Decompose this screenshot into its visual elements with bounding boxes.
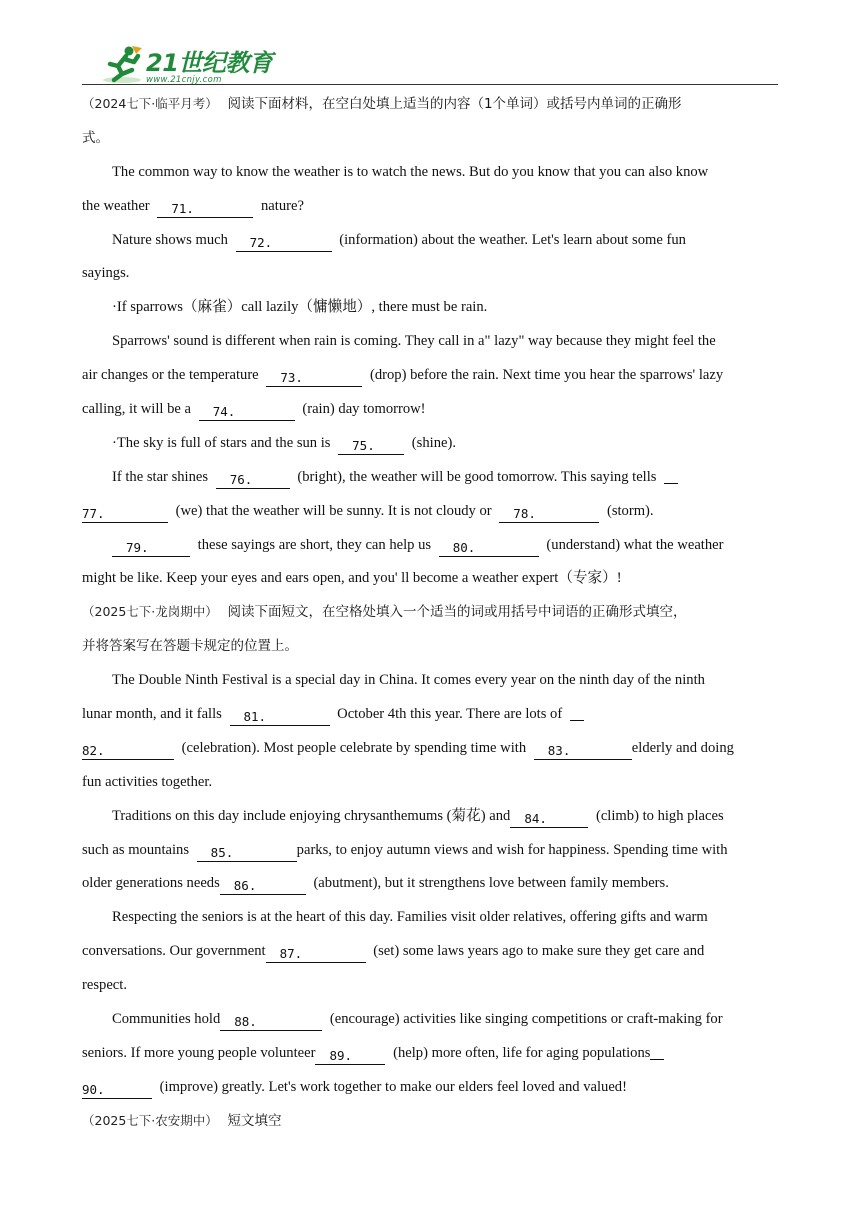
paragraph-text: elderly and doing — [631, 739, 734, 756]
answer-blank-82-start[interactable] — [570, 702, 584, 721]
paragraph-line — [82, 255, 780, 289]
paragraph-text: might be like. Keep your eyes and ears open, and you' ll become a weather expert（专家）! — [82, 570, 622, 587]
paragraph-text: (improve) greatly. Let's work together to make our elders feel loved and valued! — [159, 1078, 627, 1095]
section1-source: （2024七下·临平月考） — [82, 96, 218, 111]
answer-blank-88[interactable] — [220, 1012, 322, 1031]
paragraph-line — [82, 459, 780, 493]
answer-blank-84[interactable] — [510, 809, 588, 828]
paragraph-line — [82, 527, 780, 561]
answer-blank-77-start[interactable] — [664, 465, 678, 484]
paragraph-line — [82, 560, 780, 594]
blank-number: 72. — [249, 234, 273, 250]
section1-instruction-line2 — [82, 120, 780, 154]
blank-number: 86. — [233, 878, 257, 894]
paragraph-text: Nature shows much — [112, 231, 228, 248]
paragraph-line — [82, 933, 780, 967]
blank-number: 81. — [243, 709, 267, 725]
paragraph-text: seniors. If more young people volunteer — [82, 1044, 316, 1061]
paragraph-line — [82, 967, 780, 1001]
blank-number: 80. — [452, 539, 476, 555]
paragraph-text: (drop) before the rain. Next time you hear the sparrows' lazy — [369, 367, 724, 384]
blank-number: 79. — [126, 539, 149, 555]
paragraph-text: sayings. — [82, 265, 130, 282]
paragraph-text: (we) that the weather will be sunny. It is not cloudy or — [175, 502, 492, 519]
paragraph-line — [82, 357, 780, 391]
blank-number: 87. — [279, 946, 303, 962]
paragraph-line — [82, 730, 780, 764]
answer-blank-87[interactable] — [266, 944, 366, 963]
blank-number: 83. — [547, 742, 571, 758]
answer-blank-82[interactable] — [82, 741, 174, 760]
paragraph-text: (abutment), but it strengthens love between family members. — [313, 875, 669, 892]
section2-instruction-line1 — [82, 594, 780, 628]
paragraph-text: (shine). — [411, 434, 456, 451]
answer-blank-78[interactable] — [499, 504, 599, 523]
paragraph-text: (encourage) activities like singing competitions or craft-making for — [329, 1011, 723, 1028]
answer-blank-76[interactable] — [216, 470, 290, 489]
paragraph-text: nature? — [260, 197, 304, 214]
paragraph-text: Sparrows' sound is different when rain is coming. They call in a" lazy" way because they might feel the — [112, 333, 716, 350]
paragraph-text: (climb) to high places — [595, 807, 724, 824]
section1-instruction: 阅读下面材料，在空白处填上适当的内容（1个单词）或括号内单词的正确形 — [227, 96, 682, 112]
section1-instruction-end: 式。 — [82, 129, 109, 146]
paragraph-text: (set) some laws years ago to make sure they get care and — [373, 943, 705, 960]
section1-instruction-line1 — [82, 86, 780, 120]
paragraph-line — [82, 899, 780, 933]
paragraph-text: (rain) day tomorrow! — [302, 401, 426, 418]
paragraph-text: The Double Ninth Festival is a special day in China. It comes every year on the ninth day of the ninth — [112, 672, 705, 689]
answer-blank-75[interactable] — [338, 436, 404, 455]
paragraph-text: lunar month, and it falls — [82, 706, 222, 723]
answer-blank-77[interactable] — [82, 504, 168, 523]
blank-number: 84. — [524, 810, 547, 826]
paragraph-line — [82, 425, 780, 459]
answer-blank-80[interactable] — [439, 538, 539, 557]
paragraph-text: (help) more often, life for aging populations — [393, 1044, 651, 1061]
paragraph-text: parks, to enjoy autumn views and wish for happiness. Spending time with — [296, 841, 728, 858]
answer-blank-90[interactable] — [82, 1080, 152, 1099]
paragraph-line — [82, 493, 780, 527]
paragraph-line — [82, 391, 780, 425]
paragraph-text: The common way to know the weather is to watch the news. But do you know that you can also know — [112, 163, 709, 180]
paragraph-text: October 4th this year. There are lots of — [337, 706, 563, 723]
saying-text: ·The sky is full of stars and the sun is — [112, 434, 331, 451]
header-divider — [82, 84, 778, 85]
answer-blank-71[interactable] — [157, 199, 253, 218]
blank-number: 85. — [210, 844, 234, 860]
paragraph-text: conversations. Our government — [82, 943, 266, 960]
paragraph-line — [82, 1035, 780, 1069]
answer-blank-72[interactable] — [236, 233, 332, 252]
paragraph-line — [82, 323, 780, 357]
section2-instruction-line2 — [82, 628, 780, 662]
paragraph-line — [82, 154, 780, 188]
section3-source: （2025七下·农安期中） — [82, 1112, 218, 1128]
section2-source: （2025七下·龙岗期中） — [82, 604, 218, 620]
answer-blank-90-start[interactable] — [650, 1041, 664, 1060]
paragraph-text: fun activities together. — [82, 773, 213, 790]
paragraph-text: air changes or the temperature — [82, 367, 259, 384]
answer-blank-79[interactable] — [112, 538, 190, 557]
blank-number: 89. — [329, 1047, 353, 1063]
document-body — [82, 86, 780, 1137]
answer-blank-83[interactable] — [534, 741, 632, 760]
blank-number: 74. — [212, 404, 236, 420]
paragraph-text: calling, it will be a — [82, 401, 192, 418]
site-logo — [102, 40, 272, 84]
paragraph-line — [82, 222, 780, 256]
answer-blank-86[interactable] — [220, 876, 306, 895]
section3-instruction-line — [82, 1103, 780, 1137]
paragraph-text: (information) about the weather. Let's learn about some fun — [339, 231, 686, 248]
paragraph-text: Respecting the seniors is at the heart of this day. Families visit older relatives, offering gifts and warm — [112, 909, 708, 926]
paragraph-text: (understand) what the weather — [546, 536, 724, 553]
blank-number: 82. — [82, 742, 105, 758]
blank-number: 75. — [352, 437, 375, 453]
paragraph-line — [82, 188, 780, 222]
paragraph-line — [82, 696, 780, 730]
answer-blank-74[interactable] — [199, 402, 295, 421]
paragraph-line — [82, 1001, 780, 1035]
blank-number: 90. — [82, 1081, 105, 1097]
answer-blank-81[interactable] — [230, 707, 330, 726]
blank-number: 88. — [234, 1014, 257, 1030]
blank-number: 78. — [513, 505, 536, 521]
paragraph-line — [82, 289, 780, 323]
saying-text: ·If sparrows（麻雀）call lazily（慵懒地）, there must be rain. — [112, 299, 488, 316]
paragraph-text: (celebration). Most people celebrate by spending time with — [181, 739, 527, 756]
section2-instruction: 阅读下面短文，在空格处填入一个适当的词或用括号中词语的正确形式填空， — [227, 604, 687, 621]
paragraph-line — [82, 1069, 780, 1103]
answer-blank-73[interactable] — [266, 368, 362, 387]
runner-logo-icon — [102, 44, 144, 84]
paragraph-text: these sayings are short, they can help us — [197, 536, 432, 553]
paragraph-text: Traditions on this day include enjoying chrysanthemums (菊花) and — [112, 807, 511, 824]
logo-title: 21世纪教育 — [146, 48, 273, 77]
paragraph-line — [82, 662, 780, 696]
answer-blank-85[interactable] — [197, 843, 297, 862]
answer-blank-89[interactable] — [315, 1046, 385, 1065]
paragraph-line — [82, 798, 780, 832]
blank-number: 77. — [82, 505, 105, 521]
blank-number: 76. — [229, 471, 253, 487]
blank-number: 71. — [171, 200, 194, 216]
paragraph-text: older generations needs — [82, 875, 220, 892]
paragraph-text: (bright), the weather will be good tomorrow. This saying tells — [297, 468, 657, 485]
paragraph-line — [82, 865, 780, 899]
paragraph-line — [82, 832, 780, 866]
section3-instruction: 短文填空 — [227, 1112, 282, 1129]
paragraph-text: the weather — [82, 197, 150, 214]
section2-instruction-end: 并将答案写在答题卡规定的位置上。 — [82, 638, 298, 655]
paragraph-line — [82, 764, 780, 798]
paragraph-text: (storm). — [606, 502, 654, 519]
paragraph-text: If the star shines — [112, 468, 209, 485]
paragraph-text: respect. — [82, 977, 127, 994]
page-header — [82, 40, 778, 86]
logo-url: www.21cnjy.com — [146, 74, 222, 85]
paragraph-text: Communities hold — [112, 1011, 221, 1028]
blank-number: 73. — [280, 370, 303, 386]
paragraph-text: such as mountains — [82, 841, 190, 858]
